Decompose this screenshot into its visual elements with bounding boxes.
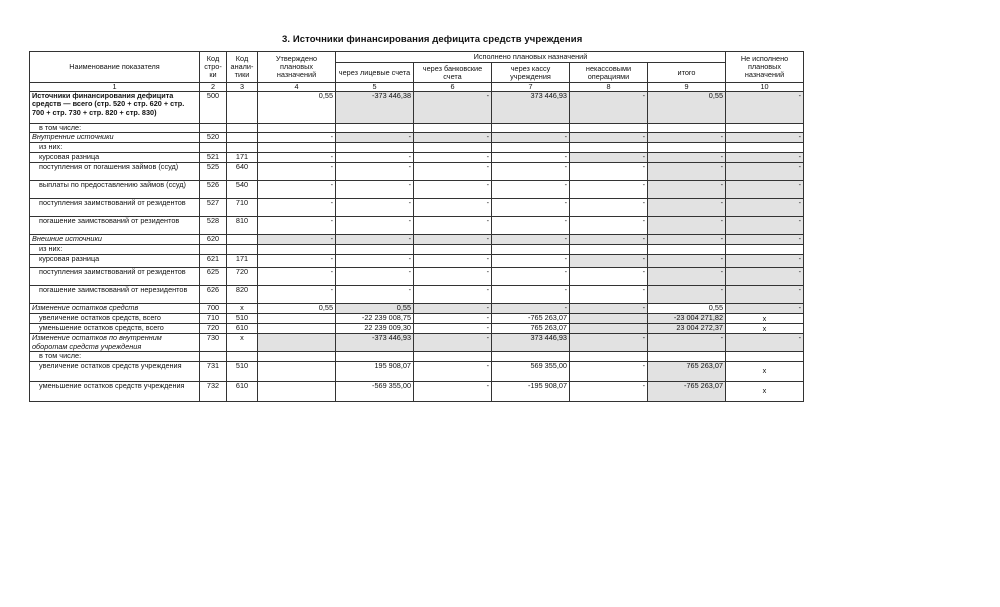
row-code — [200, 245, 227, 255]
table-row — [30, 235, 804, 245]
row-approved: - — [258, 268, 336, 286]
column-number: 9 — [648, 83, 726, 92]
row-via-bank: - — [414, 361, 492, 381]
column-number: 8 — [570, 83, 648, 92]
row-noncash: - — [570, 235, 648, 245]
table-row — [30, 217, 804, 235]
row-not-executed: x — [726, 324, 804, 334]
row-code — [200, 352, 227, 361]
table-row — [30, 352, 804, 361]
row-via-personal: 22 239 009,30 — [336, 324, 414, 334]
row-via-cash: - — [492, 133, 570, 143]
row-total: 23 004 272,37 — [648, 324, 726, 334]
row-analytic: 171 — [227, 153, 258, 163]
row-total: - — [648, 268, 726, 286]
row-via-cash: - — [492, 153, 570, 163]
row-analytic: 540 — [227, 181, 258, 199]
row-analytic: 610 — [227, 381, 258, 401]
row-not-executed: x — [726, 314, 804, 324]
row-noncash: - — [570, 381, 648, 401]
row-via-bank: - — [414, 163, 492, 181]
row-approved — [258, 352, 336, 361]
row-via-bank: - — [414, 324, 492, 334]
row-not-executed — [726, 245, 804, 255]
header-executed-group: Исполнено плановых назначений — [336, 52, 726, 63]
row-via-personal — [336, 124, 414, 133]
row-noncash: - — [570, 199, 648, 217]
row-via-bank — [414, 124, 492, 133]
row-analytic — [227, 235, 258, 245]
row-total: 0,55 — [648, 92, 726, 124]
row-name: в том числе: — [30, 124, 200, 133]
row-noncash: - — [570, 163, 648, 181]
row-via-cash: - — [492, 181, 570, 199]
table-row — [30, 361, 804, 381]
table-row — [30, 324, 804, 334]
row-via-cash — [492, 352, 570, 361]
header-via-personal: через лицевые счета — [336, 63, 414, 83]
row-noncash — [570, 314, 648, 324]
row-approved: - — [258, 235, 336, 245]
row-code: 730 — [200, 334, 227, 352]
table-row — [30, 153, 804, 163]
row-via-bank: - — [414, 304, 492, 314]
row-not-executed — [726, 124, 804, 133]
row-name: курсовая разница — [30, 153, 200, 163]
row-approved: - — [258, 286, 336, 304]
row-code: 527 — [200, 199, 227, 217]
row-via-cash: - — [492, 304, 570, 314]
row-approved — [258, 314, 336, 324]
row-approved — [258, 245, 336, 255]
row-total — [648, 124, 726, 133]
row-via-personal: - — [336, 181, 414, 199]
row-not-executed: - — [726, 133, 804, 143]
row-name: Источники финансирования дефицита средств — всего (стр. 520 + стр. 620 + стр. 700 + стр. 730 + стр. 820 + стр. 830) — [30, 92, 200, 124]
row-code: 528 — [200, 217, 227, 235]
row-analytic — [227, 124, 258, 133]
header-via-cash: через кассу учреждения — [492, 63, 570, 83]
row-via-cash: -765 263,07 — [492, 314, 570, 324]
row-via-personal — [336, 352, 414, 361]
column-number: 4 — [258, 83, 336, 92]
row-via-bank: - — [414, 255, 492, 268]
table-row — [30, 381, 804, 401]
row-code: 525 — [200, 163, 227, 181]
row-via-bank — [414, 143, 492, 153]
row-via-bank: - — [414, 199, 492, 217]
row-name: курсовая разница — [30, 255, 200, 268]
row-analytic: 171 — [227, 255, 258, 268]
row-name: уменьшение остатков средств, всего — [30, 324, 200, 334]
column-number: 5 — [336, 83, 414, 92]
row-not-executed: - — [726, 286, 804, 304]
row-via-bank: - — [414, 153, 492, 163]
row-via-cash: 765 263,07 — [492, 324, 570, 334]
row-via-bank: - — [414, 334, 492, 352]
row-approved — [258, 334, 336, 352]
row-name: Внешние источники — [30, 235, 200, 245]
table-row — [30, 245, 804, 255]
row-via-bank: - — [414, 92, 492, 124]
row-noncash: - — [570, 255, 648, 268]
row-total: - — [648, 286, 726, 304]
header-code-analytics: Код анали-тики — [227, 52, 258, 83]
row-via-bank: - — [414, 217, 492, 235]
row-via-personal: - — [336, 255, 414, 268]
row-name: увеличение остатков средств, всего — [30, 314, 200, 324]
row-via-personal — [336, 143, 414, 153]
header-code-row: Код стро-ки — [200, 52, 227, 83]
table-row — [30, 304, 804, 314]
row-analytic: 640 — [227, 163, 258, 181]
row-not-executed: - — [726, 163, 804, 181]
table-row — [30, 255, 804, 268]
row-analytic: 820 — [227, 286, 258, 304]
row-not-executed: - — [726, 235, 804, 245]
row-name: погашение заимствований от нерезидентов — [30, 286, 200, 304]
row-approved: - — [258, 133, 336, 143]
row-approved: 0,55 — [258, 304, 336, 314]
row-analytic — [227, 245, 258, 255]
row-not-executed: x — [726, 361, 804, 381]
row-approved: - — [258, 153, 336, 163]
header-approved: Утверждено плановых назначений — [258, 52, 336, 83]
row-approved — [258, 381, 336, 401]
row-via-cash: - — [492, 255, 570, 268]
row-total: - — [648, 235, 726, 245]
header-name: Наименование показателя — [30, 52, 200, 83]
row-via-bank: - — [414, 314, 492, 324]
row-noncash: - — [570, 153, 648, 163]
row-noncash: - — [570, 133, 648, 143]
row-total — [648, 143, 726, 153]
row-code — [200, 124, 227, 133]
row-code: 625 — [200, 268, 227, 286]
row-total: - — [648, 181, 726, 199]
row-approved — [258, 361, 336, 381]
row-via-personal: -569 355,00 — [336, 381, 414, 401]
table-row — [30, 314, 804, 324]
row-via-bank — [414, 352, 492, 361]
row-analytic: 710 — [227, 199, 258, 217]
row-not-executed: - — [726, 153, 804, 163]
row-approved: - — [258, 199, 336, 217]
row-not-executed: - — [726, 334, 804, 352]
row-code: 720 — [200, 324, 227, 334]
row-total: -23 004 271,82 — [648, 314, 726, 324]
row-via-personal: - — [336, 163, 414, 181]
row-code — [200, 143, 227, 153]
row-name: поступления от погашения займов (ссуд) — [30, 163, 200, 181]
row-name: в том числе: — [30, 352, 200, 361]
page-title: 3. Источники финансирования дефицита средств учреждения — [282, 34, 583, 45]
row-via-personal: -373 446,93 — [336, 334, 414, 352]
row-not-executed: - — [726, 255, 804, 268]
row-not-executed: x — [726, 381, 804, 401]
column-number: 10 — [726, 83, 804, 92]
table-row — [30, 268, 804, 286]
row-via-bank — [414, 245, 492, 255]
row-via-cash: 373 446,93 — [492, 92, 570, 124]
row-analytic — [227, 133, 258, 143]
row-via-cash: - — [492, 286, 570, 304]
row-via-bank: - — [414, 286, 492, 304]
row-analytic: x — [227, 334, 258, 352]
row-noncash: - — [570, 92, 648, 124]
row-via-bank: - — [414, 235, 492, 245]
row-via-personal: - — [336, 268, 414, 286]
row-total: - — [648, 255, 726, 268]
row-analytic: 810 — [227, 217, 258, 235]
row-name: уменьшение остатков средств учреждения — [30, 381, 200, 401]
row-via-personal: 0,55 — [336, 304, 414, 314]
row-noncash: - — [570, 286, 648, 304]
row-name: Изменение остатков средств — [30, 304, 200, 314]
row-analytic: x — [227, 304, 258, 314]
row-name: из них: — [30, 143, 200, 153]
row-analytic — [227, 143, 258, 153]
row-via-personal: - — [336, 133, 414, 143]
row-name: Изменение остатков по внутренним оборотам средств учреждения — [30, 334, 200, 352]
row-via-cash: - — [492, 217, 570, 235]
row-not-executed: - — [726, 199, 804, 217]
row-via-cash — [492, 143, 570, 153]
table-row — [30, 133, 804, 143]
row-approved — [258, 324, 336, 334]
column-number: 3 — [227, 83, 258, 92]
row-not-executed: - — [726, 217, 804, 235]
row-via-personal: 195 908,07 — [336, 361, 414, 381]
column-number: 7 — [492, 83, 570, 92]
table-row — [30, 124, 804, 133]
row-noncash — [570, 245, 648, 255]
table-row — [30, 163, 804, 181]
row-code: 710 — [200, 314, 227, 324]
row-code: 520 — [200, 133, 227, 143]
row-via-bank: - — [414, 181, 492, 199]
row-via-cash: - — [492, 163, 570, 181]
row-analytic: 720 — [227, 268, 258, 286]
row-total — [648, 245, 726, 255]
row-noncash — [570, 324, 648, 334]
row-code: 731 — [200, 361, 227, 381]
row-name: увеличение остатков средств учреждения — [30, 361, 200, 381]
column-number: 6 — [414, 83, 492, 92]
header-noncash: некассовыми операциями — [570, 63, 648, 83]
row-approved: 0,55 — [258, 92, 336, 124]
table-row — [30, 143, 804, 153]
row-noncash: - — [570, 361, 648, 381]
column-number: 2 — [200, 83, 227, 92]
row-total: - — [648, 217, 726, 235]
row-via-personal: - — [336, 199, 414, 217]
row-total: - — [648, 163, 726, 181]
row-total: 765 263,07 — [648, 361, 726, 381]
row-noncash — [570, 143, 648, 153]
row-total: - — [648, 334, 726, 352]
row-not-executed — [726, 143, 804, 153]
row-code: 621 — [200, 255, 227, 268]
row-not-executed: - — [726, 181, 804, 199]
row-name: из них: — [30, 245, 200, 255]
row-noncash — [570, 124, 648, 133]
table-row — [30, 92, 804, 124]
table-row — [30, 286, 804, 304]
row-via-cash — [492, 124, 570, 133]
header-not-executed: Не исполнено плановых назначений — [726, 52, 804, 83]
row-code: 521 — [200, 153, 227, 163]
row-analytic — [227, 92, 258, 124]
row-via-personal: - — [336, 217, 414, 235]
header-total: итого — [648, 63, 726, 83]
row-noncash: - — [570, 217, 648, 235]
row-via-personal: - — [336, 153, 414, 163]
row-code: 700 — [200, 304, 227, 314]
row-not-executed: - — [726, 92, 804, 124]
row-via-cash — [492, 245, 570, 255]
row-name: поступления заимствований от резидентов — [30, 199, 200, 217]
table-row — [30, 199, 804, 217]
row-analytic: 510 — [227, 361, 258, 381]
financing-sources-table — [29, 51, 804, 402]
row-via-personal: -22 239 008,75 — [336, 314, 414, 324]
row-approved: - — [258, 163, 336, 181]
row-not-executed — [726, 352, 804, 361]
row-not-executed: - — [726, 304, 804, 314]
row-analytic: 510 — [227, 314, 258, 324]
row-via-cash: -195 908,07 — [492, 381, 570, 401]
row-name: поступления заимствований от резидентов — [30, 268, 200, 286]
row-total: - — [648, 133, 726, 143]
row-via-cash: 373 446,93 — [492, 334, 570, 352]
row-total: -765 263,07 — [648, 381, 726, 401]
row-code: 620 — [200, 235, 227, 245]
row-code: 732 — [200, 381, 227, 401]
header-via-bank: через банковские счета — [414, 63, 492, 83]
row-total — [648, 352, 726, 361]
row-noncash: - — [570, 334, 648, 352]
row-via-personal: - — [336, 286, 414, 304]
row-total: - — [648, 199, 726, 217]
row-name: выплаты по предоставлению займов (ссуд) — [30, 181, 200, 199]
row-name: Внутренние источники — [30, 133, 200, 143]
row-approved: - — [258, 217, 336, 235]
column-number: 1 — [30, 83, 200, 92]
row-via-bank: - — [414, 268, 492, 286]
row-noncash: - — [570, 181, 648, 199]
table-row — [30, 334, 804, 352]
row-via-cash: - — [492, 268, 570, 286]
row-total: - — [648, 153, 726, 163]
row-via-bank: - — [414, 133, 492, 143]
row-code: 626 — [200, 286, 227, 304]
row-noncash — [570, 352, 648, 361]
row-code: 500 — [200, 92, 227, 124]
row-via-cash: - — [492, 235, 570, 245]
row-approved — [258, 124, 336, 133]
row-via-cash: - — [492, 199, 570, 217]
row-approved: - — [258, 255, 336, 268]
row-noncash: - — [570, 304, 648, 314]
row-via-personal — [336, 245, 414, 255]
table-row — [30, 181, 804, 199]
row-via-bank: - — [414, 381, 492, 401]
row-via-cash: 569 355,00 — [492, 361, 570, 381]
row-via-personal: -373 446,38 — [336, 92, 414, 124]
row-analytic: 610 — [227, 324, 258, 334]
row-approved: - — [258, 181, 336, 199]
row-name: погашение заимствований от резидентов — [30, 217, 200, 235]
row-noncash: - — [570, 268, 648, 286]
row-total: 0,55 — [648, 304, 726, 314]
row-approved — [258, 143, 336, 153]
row-not-executed: - — [726, 268, 804, 286]
row-via-personal: - — [336, 235, 414, 245]
row-code: 526 — [200, 181, 227, 199]
row-analytic — [227, 352, 258, 361]
